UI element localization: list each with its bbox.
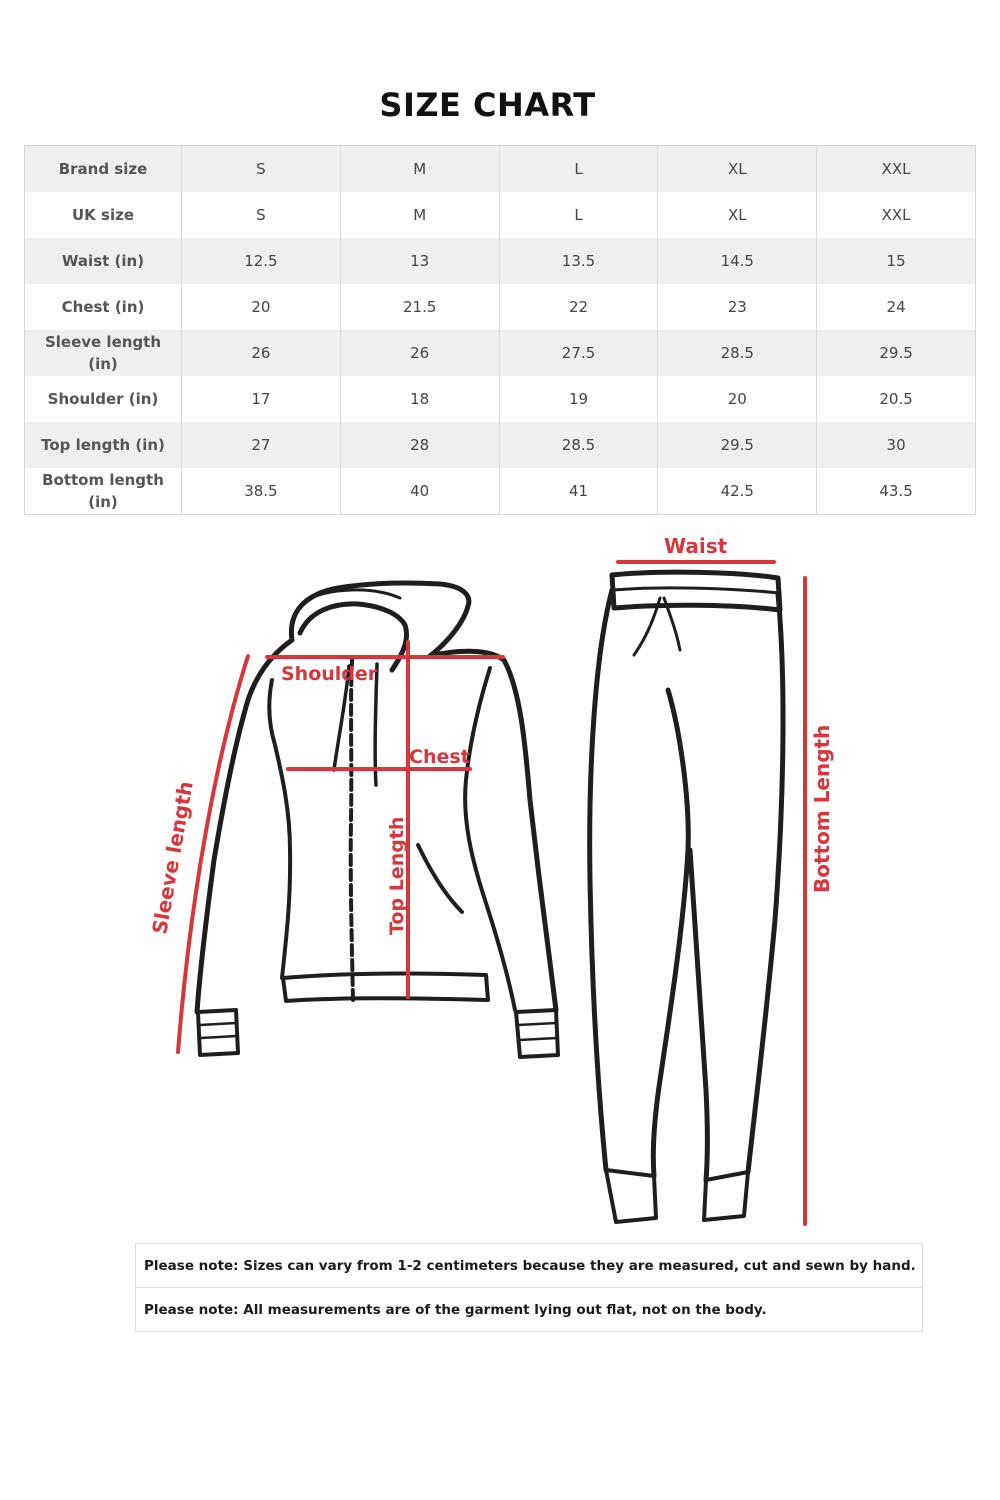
table-row (25, 422, 976, 468)
top-length-label: Top Length (386, 816, 408, 935)
table-cell: 29.5 (817, 330, 976, 376)
right-cuff-rib (518, 1023, 557, 1040)
row-label: Chest (in) (25, 284, 182, 330)
table-cell: 22 (499, 284, 658, 330)
table-row (25, 146, 976, 193)
page-title: SIZE CHART (379, 86, 596, 124)
row-label: Top length (in) (25, 422, 182, 468)
right-cuff (516, 1010, 558, 1057)
size-chart-table (24, 145, 976, 515)
table-cell: XL (658, 146, 817, 193)
table-row (25, 376, 976, 422)
table-cell: 28.5 (658, 330, 817, 376)
table-cell: XXL (817, 192, 976, 238)
table-cell: 30 (817, 422, 976, 468)
row-label: Shoulder (in) (25, 376, 182, 422)
table-cell: 43.5 (817, 468, 976, 515)
notes-box (135, 1243, 923, 1332)
table-cell: 26 (340, 330, 499, 376)
table-cell: 28.5 (499, 422, 658, 468)
crotch-right (690, 850, 708, 1180)
table-cell: 40 (340, 468, 499, 515)
table-cell: 12.5 (182, 238, 341, 284)
pocket-slit (418, 845, 462, 912)
table-row (25, 192, 976, 238)
left-shoulder-outline (197, 640, 292, 1012)
table-cell: 15 (817, 238, 976, 284)
table-cell: 27.5 (499, 330, 658, 376)
waist-label: Waist (664, 534, 728, 558)
row-label: Bottom length (in) (25, 468, 182, 515)
table-cell: 38.5 (182, 468, 341, 515)
table-cell: 13.5 (499, 238, 658, 284)
table-cell: 17 (182, 376, 341, 422)
table-cell: 27 (182, 422, 341, 468)
table-cell: 20 (182, 284, 341, 330)
row-label: Sleeve length (in) (25, 330, 182, 376)
table-cell: 20 (658, 376, 817, 422)
left-leg-outer (590, 590, 612, 1170)
table-cell: M (340, 146, 499, 193)
table-cell: 28 (340, 422, 499, 468)
table-cell: S (182, 146, 341, 193)
zipper-line (351, 660, 353, 1000)
table-cell: 29.5 (658, 422, 817, 468)
waistband-rib (614, 588, 779, 593)
chest-label: Chest (409, 746, 470, 768)
table-cell: L (499, 192, 658, 238)
hem-band (283, 974, 488, 1001)
table-cell: 24 (817, 284, 976, 330)
row-label: Waist (in) (25, 238, 182, 284)
table-cell: 14.5 (658, 238, 817, 284)
right-ankle-cuff (704, 1172, 748, 1220)
crotch (653, 690, 688, 1176)
table-cell: 42.5 (658, 468, 817, 515)
table-cell: 13 (340, 238, 499, 284)
row-label: Brand size (25, 146, 182, 193)
table-cell: XL (658, 192, 817, 238)
table-row (25, 238, 976, 284)
table-cell: 23 (658, 284, 817, 330)
table-cell: 19 (499, 376, 658, 422)
row-label: UK size (25, 192, 182, 238)
table-cell: XXL (817, 146, 976, 193)
left-cuff (198, 1010, 238, 1055)
note-item: Please note: All measurements are of the garment lying out flat, not on the body. (136, 1287, 922, 1331)
table-cell: 41 (499, 468, 658, 515)
table-row (25, 284, 976, 330)
left-ankle-cuff (606, 1170, 656, 1222)
garment-illustration (0, 525, 1000, 1240)
table-cell: 21.5 (340, 284, 499, 330)
sleeve-length-label: Sleeve length (147, 779, 198, 936)
pants-outline (590, 572, 783, 1222)
table-cell: 18 (340, 376, 499, 422)
table-row (25, 468, 976, 515)
measurement-diagram (0, 525, 1000, 1240)
right-shoulder-outline (430, 651, 556, 1010)
note-item: Please note: Sizes can vary from 1-2 centimeters because they are measured, cut and sewn by hand. (144, 1257, 916, 1274)
table-cell: 20.5 (817, 376, 976, 422)
table-cell: M (340, 192, 499, 238)
left-armhole (269, 680, 290, 978)
table-cell: L (499, 146, 658, 193)
bottom-length-label: Bottom Length (810, 724, 834, 893)
right-leg-outer (748, 594, 783, 1172)
left-cuff-rib (200, 1023, 237, 1038)
table-row (25, 330, 976, 376)
shoulder-label: Shoulder (281, 663, 378, 685)
right-armhole (465, 668, 515, 1010)
hoodie-outline (197, 583, 558, 1057)
table-cell: S (182, 192, 341, 238)
table-cell: 26 (182, 330, 341, 376)
